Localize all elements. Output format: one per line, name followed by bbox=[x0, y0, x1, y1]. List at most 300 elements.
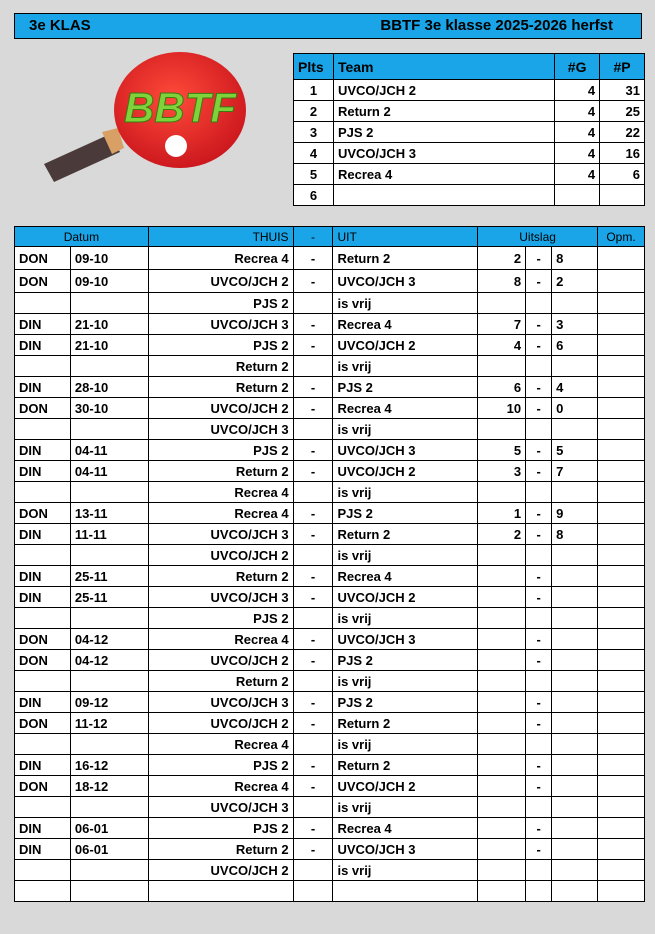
vs-separator: - bbox=[293, 335, 333, 356]
away-team: PJS 2 bbox=[333, 503, 478, 524]
remark-cell bbox=[597, 755, 644, 776]
match-day: DON bbox=[15, 398, 71, 419]
score-dash bbox=[526, 419, 552, 440]
col-team: Team bbox=[333, 54, 554, 80]
vs-separator: - bbox=[293, 839, 333, 860]
col-plts: Plts bbox=[294, 54, 334, 80]
away-team: is vrij bbox=[333, 419, 478, 440]
match-date: 04-12 bbox=[70, 650, 148, 671]
home-team: UVCO/JCH 2 bbox=[148, 398, 293, 419]
match-day bbox=[15, 860, 71, 881]
match-date bbox=[70, 860, 148, 881]
match-date: 09-12 bbox=[70, 692, 148, 713]
standings-team: UVCO/JCH 2 bbox=[333, 80, 554, 101]
class-label: 3e KLAS bbox=[29, 17, 91, 34]
home-team: Recrea 4 bbox=[148, 482, 293, 503]
score-away bbox=[552, 587, 598, 608]
match-day bbox=[15, 419, 71, 440]
col-games: #G bbox=[555, 54, 600, 80]
away-team: is vrij bbox=[333, 671, 478, 692]
vs-separator bbox=[293, 671, 333, 692]
match-day: DIN bbox=[15, 692, 71, 713]
score-home bbox=[478, 293, 526, 314]
standings-points: 31 bbox=[600, 80, 645, 101]
score-dash: - bbox=[526, 839, 552, 860]
match-row bbox=[15, 545, 645, 566]
vs-separator bbox=[293, 608, 333, 629]
match-row bbox=[15, 671, 645, 692]
score-home bbox=[478, 713, 526, 734]
match-row bbox=[15, 692, 645, 713]
standings-team: Recrea 4 bbox=[333, 164, 554, 185]
competition-title: BBTF 3e klasse 2025-2026 herfst bbox=[380, 17, 613, 34]
vs-separator: - bbox=[293, 314, 333, 335]
col-thuis: THUIS bbox=[148, 227, 293, 247]
match-day bbox=[15, 293, 71, 314]
away-team bbox=[333, 881, 478, 902]
match-day bbox=[15, 881, 71, 902]
remark-cell bbox=[597, 270, 644, 293]
score-dash: - bbox=[526, 335, 552, 356]
standings-games: 4 bbox=[555, 122, 600, 143]
match-row bbox=[15, 629, 645, 650]
score-away: 5 bbox=[552, 440, 598, 461]
score-away bbox=[552, 734, 598, 755]
match-row bbox=[15, 713, 645, 734]
standings-pos: 5 bbox=[294, 164, 334, 185]
score-away bbox=[552, 629, 598, 650]
match-day: DIN bbox=[15, 566, 71, 587]
ball-icon bbox=[165, 135, 187, 157]
match-row bbox=[15, 247, 645, 270]
away-team: is vrij bbox=[333, 734, 478, 755]
remark-cell bbox=[597, 650, 644, 671]
match-date bbox=[70, 482, 148, 503]
score-dash bbox=[526, 671, 552, 692]
match-date bbox=[70, 356, 148, 377]
vs-separator bbox=[293, 482, 333, 503]
home-team: Return 2 bbox=[148, 671, 293, 692]
away-team: UVCO/JCH 3 bbox=[333, 440, 478, 461]
home-team: PJS 2 bbox=[148, 440, 293, 461]
home-team: PJS 2 bbox=[148, 293, 293, 314]
vs-separator: - bbox=[293, 524, 333, 545]
remark-cell bbox=[597, 818, 644, 839]
score-away: 6 bbox=[552, 335, 598, 356]
home-team: Recrea 4 bbox=[148, 503, 293, 524]
score-away bbox=[552, 797, 598, 818]
match-day: DON bbox=[15, 629, 71, 650]
score-dash: - bbox=[526, 818, 552, 839]
away-team: is vrij bbox=[333, 608, 478, 629]
score-away bbox=[552, 482, 598, 503]
away-team: Return 2 bbox=[333, 524, 478, 545]
score-home bbox=[478, 608, 526, 629]
score-dash: - bbox=[526, 755, 552, 776]
standings-games bbox=[555, 185, 600, 206]
vs-separator bbox=[293, 419, 333, 440]
match-row bbox=[15, 356, 645, 377]
match-row bbox=[15, 818, 645, 839]
score-away bbox=[552, 881, 598, 902]
match-date: 09-10 bbox=[70, 247, 148, 270]
remark-cell bbox=[597, 293, 644, 314]
score-away bbox=[552, 713, 598, 734]
match-date: 13-11 bbox=[70, 503, 148, 524]
remark-cell bbox=[597, 629, 644, 650]
away-team: UVCO/JCH 3 bbox=[333, 270, 478, 293]
match-date bbox=[70, 881, 148, 902]
score-away: 0 bbox=[552, 398, 598, 419]
match-day: DIN bbox=[15, 314, 71, 335]
match-day bbox=[15, 608, 71, 629]
score-home bbox=[478, 545, 526, 566]
score-away: 8 bbox=[552, 247, 598, 270]
remark-cell bbox=[597, 335, 644, 356]
match-date: 04-12 bbox=[70, 629, 148, 650]
score-home: 2 bbox=[478, 247, 526, 270]
standings-pos: 4 bbox=[294, 143, 334, 164]
home-team: UVCO/JCH 2 bbox=[148, 650, 293, 671]
score-home bbox=[478, 818, 526, 839]
score-home: 5 bbox=[478, 440, 526, 461]
away-team: PJS 2 bbox=[333, 692, 478, 713]
home-team: UVCO/JCH 3 bbox=[148, 587, 293, 608]
away-team: Recrea 4 bbox=[333, 314, 478, 335]
score-away bbox=[552, 293, 598, 314]
standings-team: Return 2 bbox=[333, 101, 554, 122]
match-day: DIN bbox=[15, 440, 71, 461]
match-day: DON bbox=[15, 270, 71, 293]
match-row bbox=[15, 503, 645, 524]
match-day bbox=[15, 671, 71, 692]
remark-cell bbox=[597, 247, 644, 270]
score-home: 7 bbox=[478, 314, 526, 335]
away-team: Return 2 bbox=[333, 755, 478, 776]
col-points: #P bbox=[600, 54, 645, 80]
remark-cell bbox=[597, 776, 644, 797]
score-home bbox=[478, 566, 526, 587]
score-home bbox=[478, 482, 526, 503]
home-team: Recrea 4 bbox=[148, 734, 293, 755]
score-home bbox=[478, 419, 526, 440]
match-day bbox=[15, 356, 71, 377]
standings-team: UVCO/JCH 3 bbox=[333, 143, 554, 164]
standings-team bbox=[333, 185, 554, 206]
vs-separator bbox=[293, 293, 333, 314]
match-row bbox=[15, 293, 645, 314]
col-uitslag: Uitslag bbox=[478, 227, 598, 247]
remark-cell bbox=[597, 524, 644, 545]
away-team: is vrij bbox=[333, 860, 478, 881]
remark-cell bbox=[597, 356, 644, 377]
score-away bbox=[552, 671, 598, 692]
match-day: DON bbox=[15, 776, 71, 797]
match-row bbox=[15, 650, 645, 671]
away-team: PJS 2 bbox=[333, 377, 478, 398]
match-day bbox=[15, 482, 71, 503]
match-date: 18-12 bbox=[70, 776, 148, 797]
score-dash: - bbox=[526, 524, 552, 545]
match-date: 21-10 bbox=[70, 314, 148, 335]
match-day: DIN bbox=[15, 587, 71, 608]
match-row bbox=[15, 314, 645, 335]
remark-cell bbox=[597, 734, 644, 755]
score-away bbox=[552, 755, 598, 776]
score-dash: - bbox=[526, 650, 552, 671]
away-team: is vrij bbox=[333, 356, 478, 377]
vs-separator: - bbox=[293, 377, 333, 398]
match-date: 04-11 bbox=[70, 461, 148, 482]
home-team: UVCO/JCH 2 bbox=[148, 860, 293, 881]
match-date: 11-12 bbox=[70, 713, 148, 734]
score-away bbox=[552, 419, 598, 440]
home-team: Recrea 4 bbox=[148, 629, 293, 650]
remark-cell bbox=[597, 440, 644, 461]
match-day: DIN bbox=[15, 818, 71, 839]
match-day: DIN bbox=[15, 839, 71, 860]
match-row bbox=[15, 419, 645, 440]
match-date bbox=[70, 293, 148, 314]
score-home bbox=[478, 650, 526, 671]
away-team: Recrea 4 bbox=[333, 566, 478, 587]
vs-separator bbox=[293, 356, 333, 377]
match-row bbox=[15, 377, 645, 398]
score-away: 3 bbox=[552, 314, 598, 335]
remark-cell bbox=[597, 566, 644, 587]
match-day bbox=[15, 545, 71, 566]
vs-separator bbox=[293, 881, 333, 902]
match-date bbox=[70, 545, 148, 566]
standings-games: 4 bbox=[555, 80, 600, 101]
score-home bbox=[478, 734, 526, 755]
remark-cell bbox=[597, 860, 644, 881]
score-away: 7 bbox=[552, 461, 598, 482]
vs-separator: - bbox=[293, 270, 333, 293]
score-away bbox=[552, 650, 598, 671]
remark-cell bbox=[597, 713, 644, 734]
remark-cell bbox=[597, 314, 644, 335]
match-date: 06-01 bbox=[70, 839, 148, 860]
score-dash bbox=[526, 293, 552, 314]
score-dash: - bbox=[526, 587, 552, 608]
away-team: UVCO/JCH 3 bbox=[333, 629, 478, 650]
standings-points: 16 bbox=[600, 143, 645, 164]
match-row bbox=[15, 881, 645, 902]
away-team: Return 2 bbox=[333, 713, 478, 734]
remark-cell bbox=[597, 608, 644, 629]
score-dash: - bbox=[526, 629, 552, 650]
score-dash: - bbox=[526, 713, 552, 734]
match-date bbox=[70, 797, 148, 818]
match-row bbox=[15, 461, 645, 482]
score-away bbox=[552, 608, 598, 629]
standings-row bbox=[294, 101, 645, 122]
match-day bbox=[15, 797, 71, 818]
remark-cell bbox=[597, 881, 644, 902]
score-home bbox=[478, 692, 526, 713]
standings-table bbox=[293, 53, 645, 206]
score-home: 8 bbox=[478, 270, 526, 293]
match-date: 21-10 bbox=[70, 335, 148, 356]
match-date: 06-01 bbox=[70, 818, 148, 839]
standings-row bbox=[294, 80, 645, 101]
score-away bbox=[552, 839, 598, 860]
standings-pos: 1 bbox=[294, 80, 334, 101]
score-home: 10 bbox=[478, 398, 526, 419]
remark-cell bbox=[597, 839, 644, 860]
vs-separator: - bbox=[293, 440, 333, 461]
score-dash bbox=[526, 608, 552, 629]
home-team: Return 2 bbox=[148, 839, 293, 860]
match-row bbox=[15, 608, 645, 629]
match-row bbox=[15, 482, 645, 503]
remark-cell bbox=[597, 398, 644, 419]
match-date: 30-10 bbox=[70, 398, 148, 419]
vs-separator bbox=[293, 734, 333, 755]
match-day: DIN bbox=[15, 461, 71, 482]
score-dash: - bbox=[526, 398, 552, 419]
score-home bbox=[478, 356, 526, 377]
remark-cell bbox=[597, 671, 644, 692]
remark-cell bbox=[597, 503, 644, 524]
match-date: 04-11 bbox=[70, 440, 148, 461]
home-team: UVCO/JCH 3 bbox=[148, 692, 293, 713]
bbtf-paddle-logo-icon bbox=[40, 52, 250, 192]
away-team: PJS 2 bbox=[333, 650, 478, 671]
score-home bbox=[478, 776, 526, 797]
home-team: UVCO/JCH 2 bbox=[148, 545, 293, 566]
score-away: 9 bbox=[552, 503, 598, 524]
away-team: is vrij bbox=[333, 482, 478, 503]
match-date bbox=[70, 419, 148, 440]
match-day: DIN bbox=[15, 335, 71, 356]
home-team: PJS 2 bbox=[148, 818, 293, 839]
schedule-table bbox=[14, 226, 645, 902]
match-date: 09-10 bbox=[70, 270, 148, 293]
score-dash: - bbox=[526, 247, 552, 270]
away-team: Return 2 bbox=[333, 247, 478, 270]
match-day: DON bbox=[15, 247, 71, 270]
score-home bbox=[478, 881, 526, 902]
standings-pos: 6 bbox=[294, 185, 334, 206]
standings-row bbox=[294, 122, 645, 143]
vs-separator bbox=[293, 797, 333, 818]
score-away bbox=[552, 776, 598, 797]
match-row bbox=[15, 587, 645, 608]
score-dash bbox=[526, 734, 552, 755]
vs-separator: - bbox=[293, 629, 333, 650]
vs-separator: - bbox=[293, 566, 333, 587]
score-home: 1 bbox=[478, 503, 526, 524]
vs-separator: - bbox=[293, 398, 333, 419]
home-team: Return 2 bbox=[148, 461, 293, 482]
home-team: UVCO/JCH 3 bbox=[148, 419, 293, 440]
vs-separator: - bbox=[293, 587, 333, 608]
col-dash: - bbox=[293, 227, 333, 247]
away-team: is vrij bbox=[333, 545, 478, 566]
away-team: UVCO/JCH 2 bbox=[333, 587, 478, 608]
score-dash: - bbox=[526, 461, 552, 482]
score-dash bbox=[526, 860, 552, 881]
score-dash: - bbox=[526, 503, 552, 524]
match-day bbox=[15, 734, 71, 755]
match-day: DON bbox=[15, 503, 71, 524]
score-home: 3 bbox=[478, 461, 526, 482]
col-uit: UIT bbox=[333, 227, 478, 247]
match-date: 25-11 bbox=[70, 587, 148, 608]
match-day: DIN bbox=[15, 524, 71, 545]
score-home: 2 bbox=[478, 524, 526, 545]
remark-cell bbox=[597, 545, 644, 566]
score-home bbox=[478, 860, 526, 881]
match-date: 16-12 bbox=[70, 755, 148, 776]
home-team: UVCO/JCH 2 bbox=[148, 270, 293, 293]
match-day: DIN bbox=[15, 377, 71, 398]
vs-separator bbox=[293, 860, 333, 881]
score-away bbox=[552, 566, 598, 587]
standings-pos: 2 bbox=[294, 101, 334, 122]
vs-separator: - bbox=[293, 776, 333, 797]
score-away: 2 bbox=[552, 270, 598, 293]
away-team: UVCO/JCH 3 bbox=[333, 839, 478, 860]
match-day: DON bbox=[15, 650, 71, 671]
score-dash bbox=[526, 356, 552, 377]
match-row bbox=[15, 860, 645, 881]
vs-separator: - bbox=[293, 650, 333, 671]
standings-pos: 3 bbox=[294, 122, 334, 143]
vs-separator: - bbox=[293, 692, 333, 713]
score-home bbox=[478, 629, 526, 650]
standings-points: 25 bbox=[600, 101, 645, 122]
vs-separator: - bbox=[293, 818, 333, 839]
logo-text: BBTF bbox=[124, 84, 236, 131]
score-home: 6 bbox=[478, 377, 526, 398]
score-home bbox=[478, 587, 526, 608]
away-team: is vrij bbox=[333, 293, 478, 314]
home-team: PJS 2 bbox=[148, 608, 293, 629]
away-team: Recrea 4 bbox=[333, 398, 478, 419]
standings-team: PJS 2 bbox=[333, 122, 554, 143]
home-team: PJS 2 bbox=[148, 335, 293, 356]
home-team: UVCO/JCH 3 bbox=[148, 314, 293, 335]
score-home bbox=[478, 839, 526, 860]
match-date: 25-11 bbox=[70, 566, 148, 587]
score-home bbox=[478, 671, 526, 692]
vs-separator: - bbox=[293, 503, 333, 524]
remark-cell bbox=[597, 587, 644, 608]
title-bar bbox=[14, 13, 642, 39]
match-date bbox=[70, 671, 148, 692]
score-away: 4 bbox=[552, 377, 598, 398]
score-dash: - bbox=[526, 692, 552, 713]
home-team: Return 2 bbox=[148, 566, 293, 587]
home-team: Return 2 bbox=[148, 356, 293, 377]
match-row bbox=[15, 776, 645, 797]
vs-separator: - bbox=[293, 247, 333, 270]
home-team: PJS 2 bbox=[148, 755, 293, 776]
score-home bbox=[478, 797, 526, 818]
vs-separator bbox=[293, 545, 333, 566]
match-day: DON bbox=[15, 713, 71, 734]
remark-cell bbox=[597, 419, 644, 440]
remark-cell bbox=[597, 692, 644, 713]
remark-cell bbox=[597, 377, 644, 398]
remark-cell bbox=[597, 797, 644, 818]
match-day: DIN bbox=[15, 755, 71, 776]
vs-separator: - bbox=[293, 461, 333, 482]
standings-points: 22 bbox=[600, 122, 645, 143]
